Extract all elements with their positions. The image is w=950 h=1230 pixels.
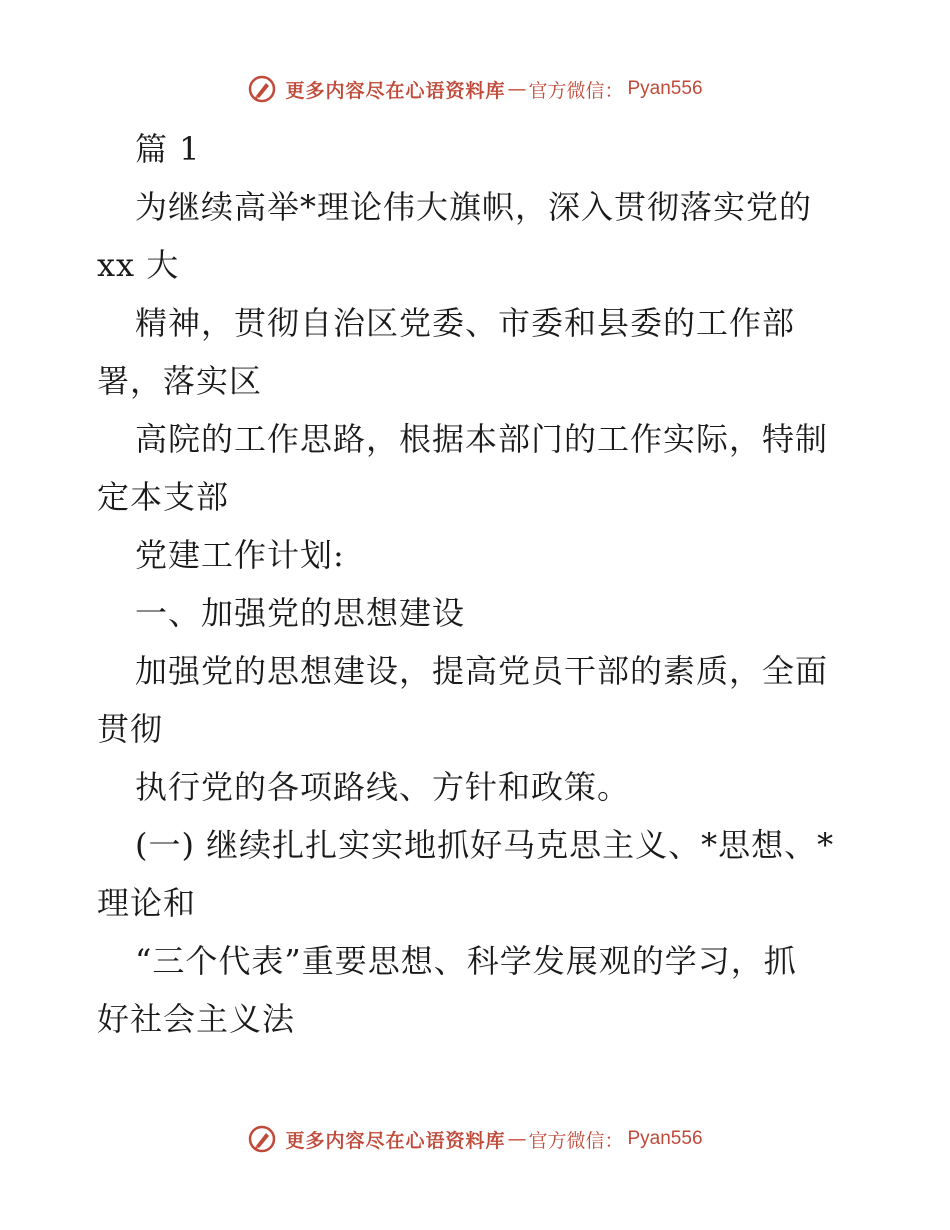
paragraph-line: 党建工作计划:: [135, 536, 345, 574]
watermark-contact-label: 官方微信：: [528, 1129, 624, 1152]
paragraph-line: 高院的工作思路，根据本部门的工作实际，特制: [135, 420, 829, 458]
watermark-site-name: 更多内容尽在心语资料库: [285, 79, 506, 102]
paragraph-line: 精神，贯彻自治区党委、市委和县委的工作部: [135, 304, 796, 342]
watermark-contact-id: Pyan556: [627, 1128, 703, 1149]
watermark-contact-label: 官方微信：: [528, 79, 624, 102]
watermark-contact-id: Pyan556: [627, 78, 703, 99]
paragraph-line: xx 大: [97, 246, 180, 284]
section-title: 篇 1: [135, 130, 201, 168]
watermark-separator: —: [507, 1128, 527, 1150]
paragraph-line: 贯彻: [97, 710, 164, 748]
header-watermark: [0, 74, 950, 104]
heading-line: 一、加强党的思想建设: [135, 594, 466, 632]
pen-logo-icon: [247, 74, 277, 104]
footer-watermark: [0, 1124, 950, 1154]
watermark-separator: —: [507, 78, 527, 100]
pen-logo-icon: [247, 1124, 277, 1154]
paragraph-line: 理论和: [97, 884, 197, 922]
paragraph-line: 为继续高举*理论伟大旗帜，深入贯彻落实党的: [135, 188, 813, 226]
watermark-site-name: 更多内容尽在心语资料库: [285, 1129, 506, 1152]
paragraph-line: 执行党的各项路线、方针和政策。: [135, 768, 631, 806]
paragraph-line: 好社会主义法: [97, 1000, 296, 1038]
paragraph-line: (一) 继续扎扎实实地抓好马克思主义、*思想、*: [135, 826, 835, 864]
paragraph-line: “三个代表”重要思想、科学发展观的学习，抓: [135, 942, 797, 980]
document-body: [97, 120, 857, 1048]
paragraph-line: 署，落实区: [97, 362, 263, 400]
paragraph-line: 定本支部: [97, 478, 230, 516]
paragraph-line: 加强党的思想建设，提高党员干部的素质，全面: [135, 652, 829, 690]
